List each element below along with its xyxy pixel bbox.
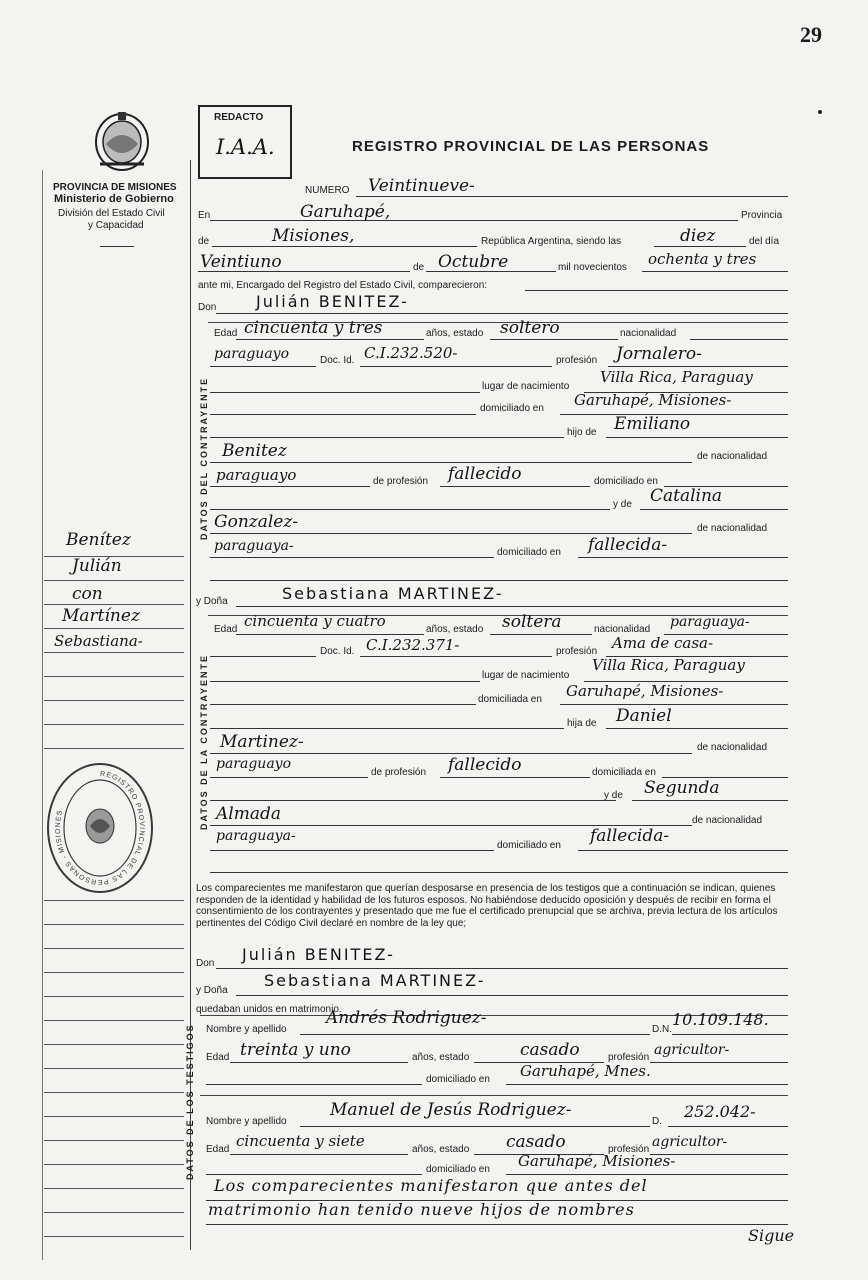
c1-madre-line — [640, 509, 788, 510]
c1-nac-line — [690, 339, 788, 340]
c1-padre-line — [606, 437, 788, 438]
c2-bottom-line — [210, 872, 788, 873]
contrayente-section-label: DATOS DEL CONTRAYENTE — [199, 376, 209, 540]
t2-domicilio-value: Garuhapé, Misiones- — [518, 1152, 676, 1170]
margin-line — [44, 1188, 184, 1189]
c1-madre-nac-value: paraguaya- — [214, 538, 294, 554]
c2-nacionalidad-value: paraguaya- — [670, 614, 750, 630]
ante-text: ante mi, Encargado del Registro del Estado Civil, comparecieron: — [198, 280, 488, 291]
margin-note-line-2: Julián — [72, 556, 122, 576]
c1-edad-value: cincuenta y tres — [244, 318, 383, 338]
c2-doc-label: Doc. Id. — [320, 646, 355, 657]
don-label: Don — [198, 302, 217, 313]
c1-estado-line — [490, 339, 618, 340]
c2-blank-line-3 — [210, 728, 564, 729]
t1-edad-line — [230, 1062, 408, 1063]
de-line — [212, 246, 477, 247]
margin-line — [44, 700, 184, 701]
c1-doc-line — [360, 366, 552, 367]
margin-line — [44, 1212, 184, 1213]
margin-dot — [818, 110, 822, 114]
don-value: Julián BENITEZ- — [256, 292, 409, 311]
c1-blank-line-4 — [210, 509, 610, 510]
c2-padre-apellido-line — [210, 753, 692, 754]
c2-doc-value: C.I.232.371- — [366, 636, 460, 654]
c2-profesion-value: Ama de casa- — [612, 634, 714, 652]
c2-edad-value: cincuenta y cuatro — [244, 612, 386, 630]
coat-of-arms-icon — [92, 106, 152, 179]
t1-nombre-label: Nombre y apellido — [206, 1024, 287, 1035]
anio-line — [642, 271, 788, 272]
c2-madre-nac-line — [210, 850, 494, 851]
t2-profesion-label: profesión — [608, 1144, 650, 1155]
c2-padre-nac-line — [210, 777, 368, 778]
c1-madre-nac-line — [210, 557, 494, 558]
margin-line — [44, 628, 184, 629]
margin-line — [44, 1140, 184, 1141]
margin-line — [44, 1092, 184, 1093]
margin-line — [44, 1236, 184, 1237]
t2-estado-value: casado — [506, 1132, 566, 1152]
c2-padre-prof-line — [440, 777, 590, 778]
t2-domicilio-label: domiciliado en — [426, 1164, 490, 1175]
note-text-1: Los comparecientes manifestaron que antes del — [214, 1176, 648, 1195]
c2-padre-prof-value: fallecido — [448, 755, 522, 775]
c2-madre-dom-line — [578, 850, 788, 851]
c1-lugar-label: lugar de nacimiento — [482, 381, 570, 392]
c1-nacionalidad-label: nacionalidad — [620, 328, 677, 339]
t2-profesion-value: agricultor- — [652, 1134, 728, 1150]
c2-y-de-label: y de — [604, 790, 623, 801]
mil-label: mil novecientos — [558, 262, 627, 273]
margin-note-line-5: Sebastiana- — [54, 632, 143, 650]
t2-estado-label: años, estado — [412, 1144, 470, 1155]
t2-nombre-line — [300, 1126, 650, 1127]
registry-seal-stamp — [44, 760, 156, 901]
t1-domicilio-value: Garuhapé, Mnes. — [520, 1062, 651, 1080]
t2-edad-value: cincuenta y siete — [236, 1132, 365, 1150]
c1-prof-line — [608, 366, 788, 367]
t2-doc-line — [668, 1126, 788, 1127]
c1-padre-nac-value: paraguayo — [216, 466, 297, 484]
c1-nacionalidad-value: paraguayo — [214, 346, 290, 362]
decl-dona-value: Sebastiana MARTINEZ- — [264, 971, 486, 990]
c1-padre-nac-label: de nacionalidad — [697, 451, 768, 462]
c2-doc-line — [360, 656, 552, 657]
c2-padre-nac-value: paraguayo — [216, 756, 292, 772]
margin-line — [44, 972, 184, 973]
ministry-label: Ministerio de Gobierno — [54, 193, 174, 205]
margin-line — [44, 1020, 184, 1021]
decl-dona-line — [236, 995, 788, 996]
c2-madre-nac-value: paraguaya- — [216, 828, 296, 844]
t1-edad-value: treinta y uno — [240, 1040, 351, 1060]
c2-padre-prof-label: de profesión — [371, 767, 427, 778]
don-line — [216, 313, 788, 314]
decl-don-label: Don — [196, 958, 215, 969]
c2-domicilio-label: domiciliada en — [478, 694, 542, 705]
c2-padre-value: Daniel — [616, 706, 672, 726]
margin-line — [44, 924, 184, 925]
c2-padre-line — [606, 728, 788, 729]
province-label: PROVINCIA DE MISIONES — [53, 182, 177, 193]
dia-value: Veintiuno — [200, 252, 282, 272]
c1-edad-line — [236, 339, 424, 340]
redacto-value: I.A.A. — [216, 135, 275, 159]
decl-don-value: Julián BENITEZ- — [242, 945, 395, 964]
republica-label: República Argentina, siendo las — [481, 236, 622, 247]
c2-blank-line-0 — [210, 656, 316, 657]
t1-doc-line — [672, 1034, 788, 1035]
t1-estado-label: años, estado — [412, 1052, 470, 1063]
hora-line — [654, 246, 746, 247]
header-divider — [100, 246, 134, 247]
c1-padre-prof-line — [440, 486, 590, 487]
c2-estado-line — [490, 634, 592, 635]
c1-madre-apellido: Gonzalez- — [214, 512, 299, 532]
c1-padre-prof-label: de profesión — [373, 476, 429, 487]
quedaban-text: quedaban unidos en matrimonio. — [196, 1004, 342, 1015]
de2-label: de — [413, 262, 425, 273]
c1-madre-value: Catalina — [650, 486, 723, 506]
margin-vertical-line — [42, 170, 43, 1260]
margin-note-line-4: Martínez — [62, 606, 140, 626]
contrayente2-section-label: DATOS DE LA CONTRAYENTE — [199, 653, 209, 830]
de-label: de — [198, 236, 210, 247]
en-line — [210, 220, 738, 221]
c2-padre-apellido: Martinez- — [220, 732, 304, 752]
t2-dom-line — [506, 1174, 788, 1175]
c2-madre-dom-label: domiciliado en — [497, 840, 561, 851]
c1-blank-line-2 — [210, 414, 476, 415]
margin-line — [44, 652, 184, 653]
margin-line — [44, 948, 184, 949]
c1-padre-prof-value: fallecido — [448, 464, 522, 484]
c1-padre-dom-label: domiciliado en — [594, 476, 658, 487]
numero-label: NUMERO — [305, 185, 350, 196]
c2-profesion-label: profesión — [556, 646, 598, 657]
del-dia-label: del día — [749, 236, 780, 247]
c2-domicilio-value: Garuhapé, Misiones- — [566, 682, 724, 700]
c2-madre-value: Segunda — [644, 778, 720, 798]
t2-doc-value: 252.042- — [684, 1102, 756, 1121]
anio-value: ochenta y tres — [648, 250, 757, 268]
c2-madre-dom-value: fallecida- — [590, 826, 670, 846]
c2-blank-line-2 — [210, 704, 476, 705]
c1-hijo-label: hijo de — [567, 427, 597, 438]
c1-bottom-line — [210, 580, 788, 581]
c1-y-de-label: y de — [613, 499, 632, 510]
c2-madre-apellido: Almada — [216, 804, 281, 824]
t1-nombre-line — [300, 1034, 650, 1035]
c2-edad-line — [236, 634, 424, 635]
decl-don-line — [216, 968, 788, 969]
c1-blank-line-1 — [210, 392, 480, 393]
c2-dom-line — [560, 704, 788, 705]
t1-dom-line — [506, 1084, 788, 1085]
c2-nacionalidad-label: nacionalidad — [594, 624, 651, 635]
c2-estado-value: soltera — [502, 612, 562, 632]
c2-madre-nac-label: de nacionalidad — [692, 815, 763, 826]
decl-dona-label: y Doña — [196, 985, 228, 996]
c2-blank-line-4 — [210, 800, 616, 801]
redacto-label: REDACTO — [214, 112, 264, 123]
margin-line — [44, 1116, 184, 1117]
en-value: Garuhapé, — [300, 202, 391, 222]
t1-domicilio-label: domiciliado en — [426, 1074, 490, 1085]
margin-line — [44, 724, 184, 725]
c1-doc-label: Doc. Id. — [320, 355, 355, 366]
c2-dona-value: Sebastiana MARTINEZ- — [282, 584, 504, 603]
c1-estado-value: soltero — [500, 318, 560, 338]
c1-profesion-label: profesión — [556, 355, 598, 366]
t1-estado-value: casado — [520, 1040, 580, 1060]
c2-estado-label: años, estado — [426, 624, 484, 635]
margin-note-line-1: Benítez — [66, 530, 131, 550]
margin-line — [44, 580, 184, 581]
redacto-box — [198, 105, 292, 179]
numero-value: Veintinueve- — [368, 176, 475, 196]
declaration-paragraph: Los comparecientes me manifestaron que querían desposarse en presencia de los testigos que a continuación se indican, quienes responden de la identidad y habilidad de los futuros esposos. No habiéndose deducido oposición y después de recibir en forma el consentimiento de los contrayentes y presentado que me fue el certificado prenupcial que se archiva, previa lectura de los artículos pertinentes del Código Civil declaré en nombre de la ley que; — [196, 883, 778, 929]
t1-edad-label: Edad — [206, 1052, 230, 1063]
t2-nombre-label: Nombre y apellido — [206, 1116, 287, 1127]
c2-madre-line — [632, 800, 788, 801]
division-label-1: División del Estado Civil — [58, 208, 165, 219]
c1-estado-label: años, estado — [426, 328, 484, 339]
c1-edad-label: Edad — [214, 328, 238, 339]
c1-madre-nac-label: de nacionalidad — [697, 523, 768, 534]
margin-line — [44, 748, 184, 749]
t1-nombre-value: Andrés Rodriguez- — [326, 1008, 487, 1028]
c2-padre-dom-label: domiciliada en — [592, 767, 656, 778]
margin-line — [44, 1068, 184, 1069]
ante-line — [525, 290, 788, 291]
c2-lugar-label: lugar de nacimiento — [482, 670, 570, 681]
de-value: Misiones, — [272, 226, 355, 246]
t2-blank-line — [206, 1174, 422, 1175]
testigos-section-label: DATOS DE LOS TESTIGOS — [185, 1023, 195, 1180]
c1-profesion-value: Jornalero- — [616, 344, 702, 364]
t1-doc-value: 10.109.148. — [672, 1010, 769, 1029]
t2-nombre-value: Manuel de Jesús Rodriguez- — [330, 1100, 572, 1120]
note-text-2: matrimonio han tenido nueve hijos de nombres — [208, 1200, 635, 1219]
t2-doc-label: D. — [652, 1116, 662, 1127]
t2-edad-label: Edad — [206, 1144, 230, 1155]
c1-doc-value: C.I.232.520- — [364, 344, 458, 362]
t1-profesion-value: agricultor- — [654, 1042, 730, 1058]
division-label-2: y Capacidad — [88, 220, 144, 231]
c2-blank-line-1 — [210, 681, 480, 682]
note-line-2 — [206, 1224, 788, 1225]
margin-line — [44, 676, 184, 677]
page-number: 29 — [800, 22, 822, 47]
margin-line — [44, 604, 184, 605]
margin-line — [44, 996, 184, 997]
c1-padre-apellido-line — [210, 462, 692, 463]
c1-madre-apellido-line — [210, 533, 692, 534]
c1-madre-dom-value: fallecida- — [588, 535, 668, 555]
en-label: En — [198, 210, 211, 221]
t1-doc-label: D.N. — [652, 1024, 672, 1035]
c1-lugar-value: Villa Rica, Paraguay — [600, 368, 753, 386]
c2-padre-nac-label: de nacionalidad — [697, 742, 768, 753]
margin-line — [44, 1044, 184, 1045]
provincia-label: Provincia — [741, 210, 783, 221]
numero-line — [356, 196, 788, 197]
c1-blank-line-3 — [210, 437, 564, 438]
c1-domicilio-label: domiciliado en — [480, 403, 544, 414]
c2-edad-label: Edad — [214, 624, 238, 635]
c1-domicilio-value: Garuhapé, Misiones- — [574, 391, 732, 409]
c1-padre-value: Emiliano — [614, 414, 691, 434]
c2-dona-line — [236, 606, 788, 607]
c1-padre-apellido: Benitez — [222, 441, 287, 461]
margin-note-line-3: con — [72, 584, 103, 604]
t1-blank-line — [206, 1084, 422, 1085]
c2-y-dona-label: y Doña — [196, 596, 228, 607]
t1-prof-line — [650, 1062, 788, 1063]
margin-line — [44, 1164, 184, 1165]
t2-edad-line — [230, 1154, 408, 1155]
svg-text:REGISTRO PROVINCIAL DE LAS PER: REGISTRO PROVINCIAL DE LAS PERSONAS - MISIONES — [54, 770, 145, 886]
sigue-text: Sigue — [748, 1226, 795, 1245]
t1-profesion-label: profesión — [608, 1052, 650, 1063]
c2-hija-label: hija de — [567, 718, 597, 729]
c1-padre-nac-line — [210, 486, 370, 487]
c1-nac-value-line — [210, 366, 316, 367]
c1-madre-dom-line — [578, 557, 788, 558]
document-title: REGISTRO PROVINCIAL DE LAS PERSONAS — [352, 138, 710, 155]
hora-value: diez — [680, 226, 716, 246]
c2-lugar-value: Villa Rica, Paraguay — [592, 656, 745, 674]
mes-value: Octubre — [438, 252, 509, 272]
c1-madre-dom-label: domiciliado en — [497, 547, 561, 558]
t-mid-line — [200, 1095, 788, 1096]
